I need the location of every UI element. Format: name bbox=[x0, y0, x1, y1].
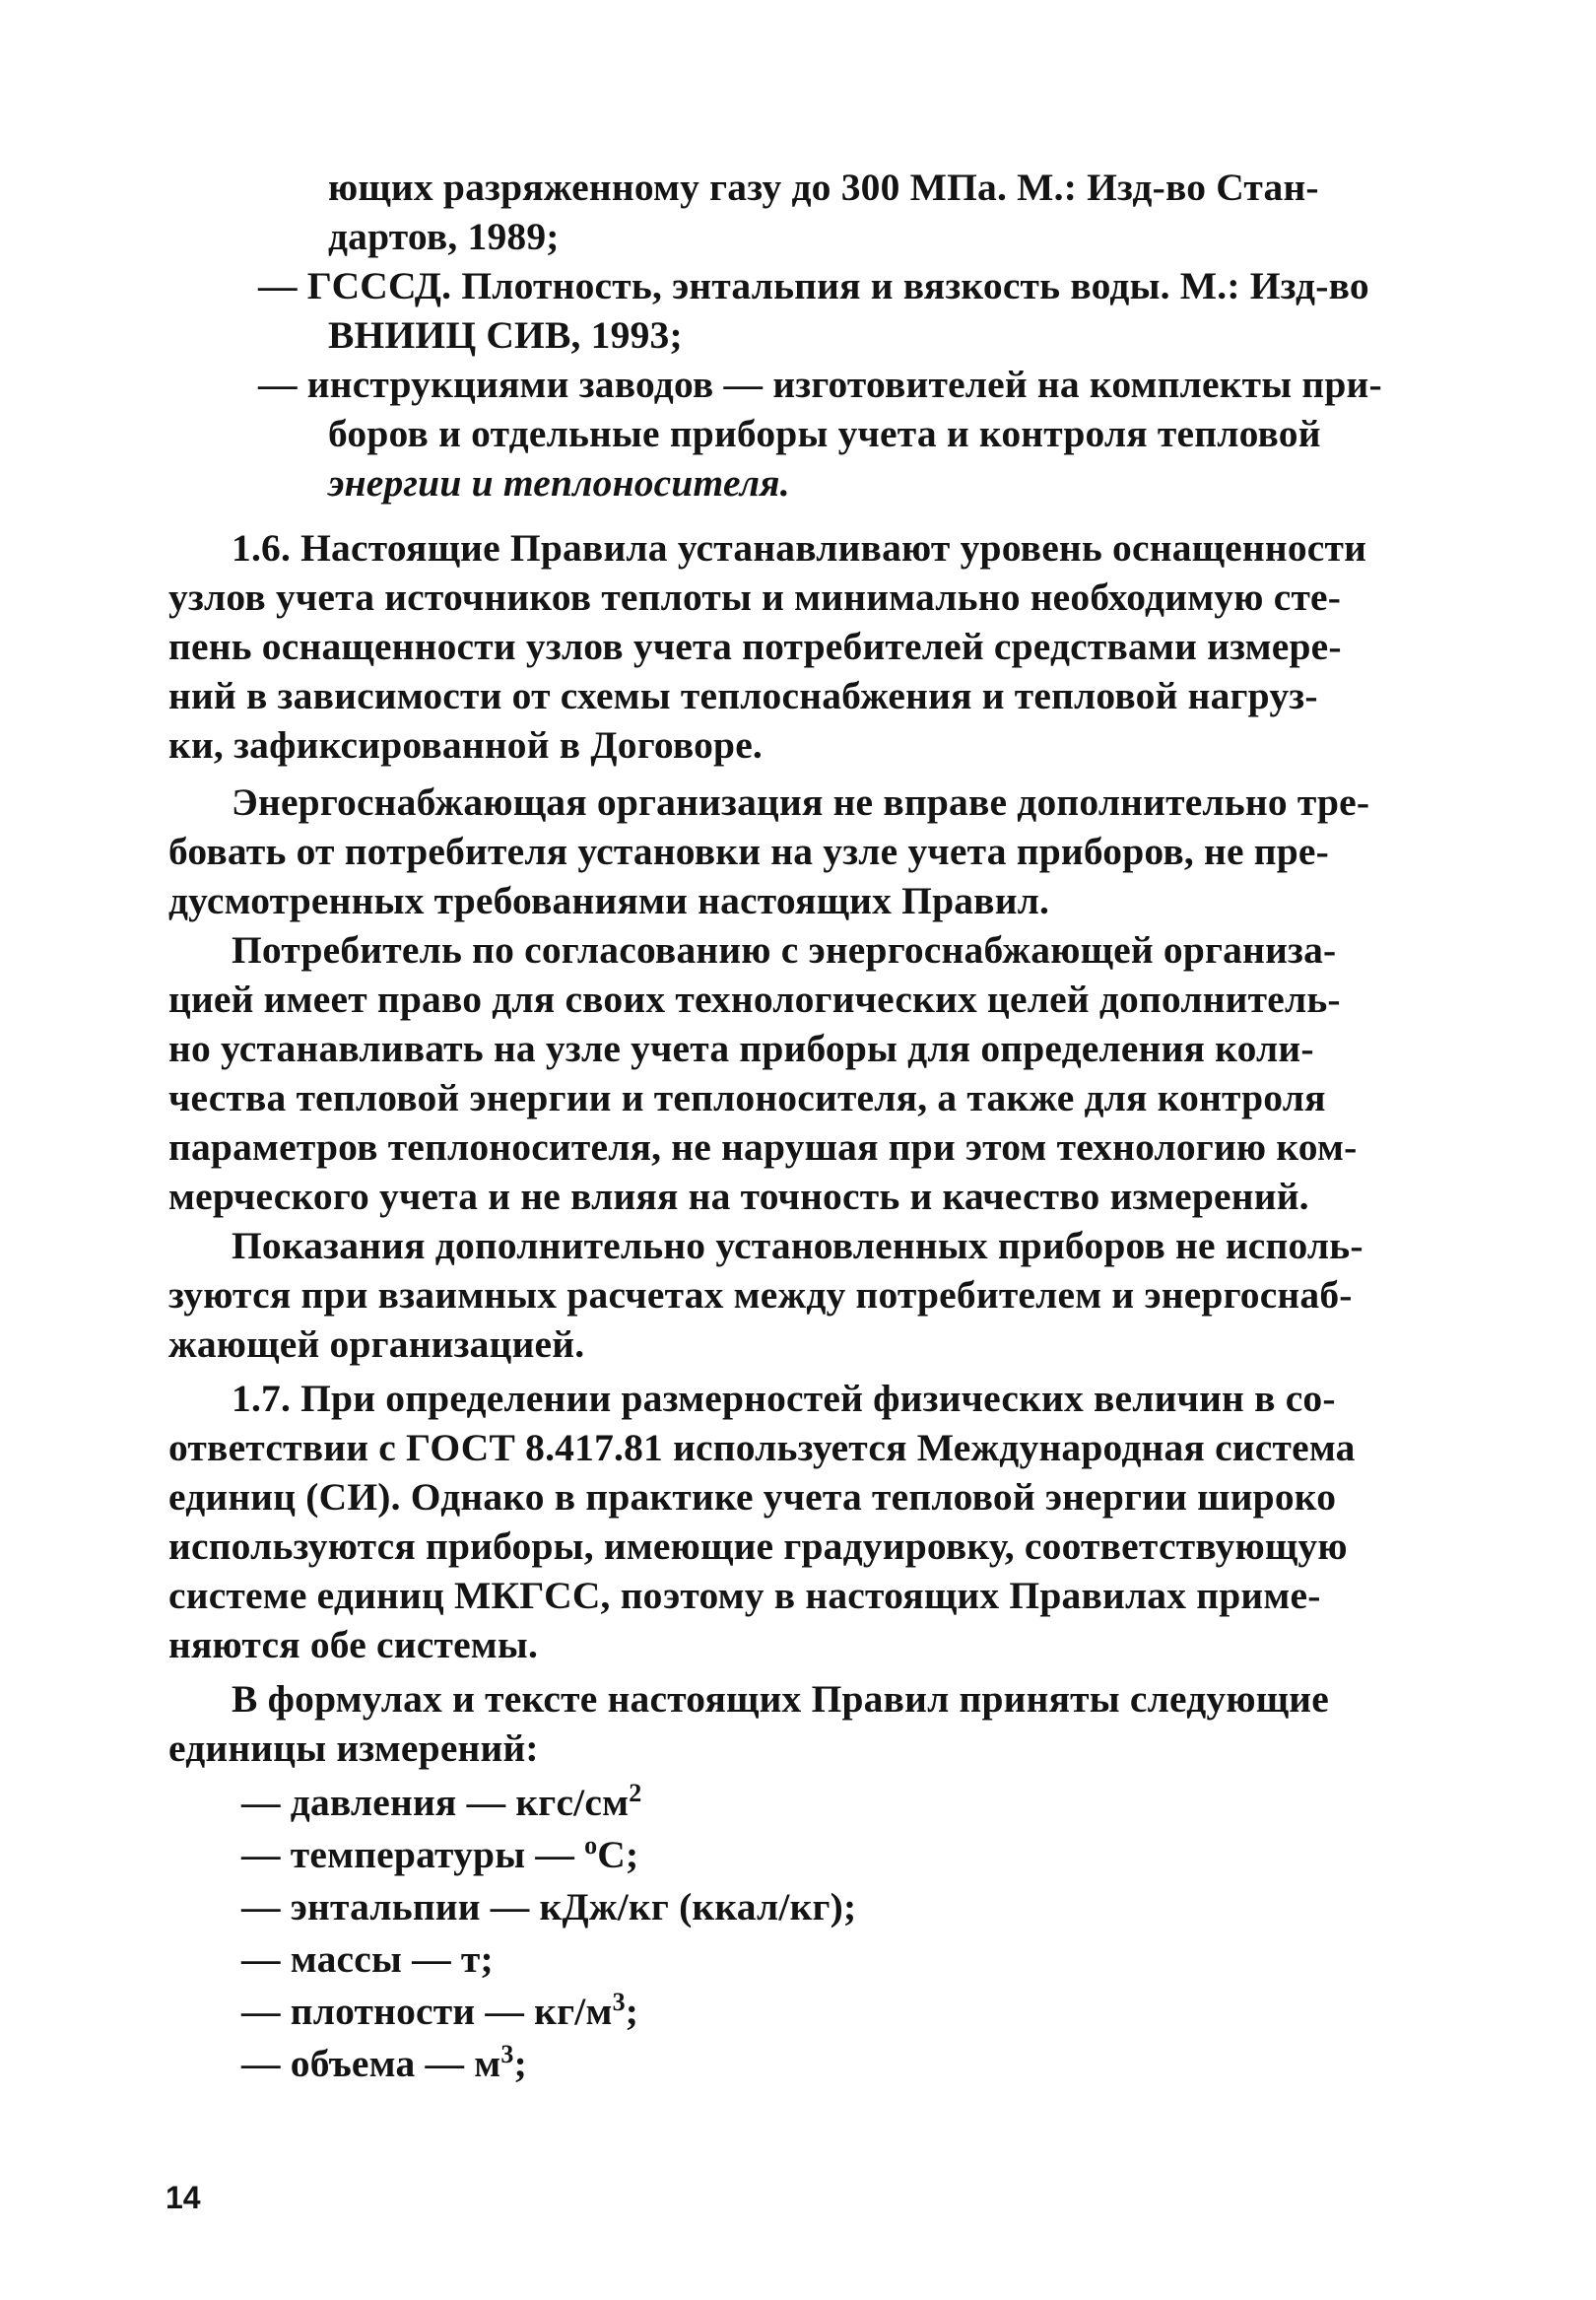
unit-superscript: 3 bbox=[612, 1987, 626, 2016]
text-line: используются приборы, имеющие градуировку, соответствующую bbox=[168, 1524, 1348, 1568]
unit-text: — энтальпии — кДж/кг (ккал/кг); bbox=[241, 1885, 857, 1928]
text-line: дусмотренных требованиями настоящих Правил. bbox=[168, 879, 1050, 922]
text-line: зуются при взаимных расчетах между потребителем и энергоснаб- bbox=[168, 1273, 1353, 1317]
page-number: 14 bbox=[166, 2180, 201, 2215]
unit-text: — давления — кгс/см bbox=[241, 1781, 630, 1824]
text-line: энергии и теплоносителя. bbox=[328, 461, 790, 505]
text-line: ющих разряженному газу до 300 МПа. М.: Изд-во Стан- bbox=[328, 166, 1319, 209]
text-line: чества тепловой энергии и теплоносителя, а также для контроля bbox=[168, 1076, 1326, 1119]
text-line: бовать от потребителя установки на узле учета приборов, не пре- bbox=[168, 830, 1330, 873]
section-1-7-line: 1.7. При определении размерностей физических величин в со- bbox=[232, 1377, 1336, 1420]
text-line: дартов, 1989; bbox=[328, 215, 560, 258]
section-1-6-line: 1.6. Настоящие Правила устанавливают уровень оснащенности bbox=[232, 526, 1367, 570]
text-line: цией имеет право для своих технологических целей дополнитель- bbox=[168, 978, 1341, 1021]
unit-item bbox=[241, 1779, 641, 1826]
unit-text: — массы — т; bbox=[241, 1937, 494, 1981]
text-line: пень оснащенности узлов учета потребителей средствами измере- bbox=[168, 625, 1342, 668]
unit-tail: С; bbox=[597, 1833, 639, 1876]
text-line: жающей организацией. bbox=[168, 1322, 585, 1366]
unit-item bbox=[241, 1883, 856, 1930]
text-line: ки, зафиксированной в Договоре. bbox=[168, 723, 764, 767]
text-line: ВНИИЦ СИВ, 1993; bbox=[328, 313, 683, 357]
unit-item bbox=[241, 1988, 638, 2035]
unit-item bbox=[241, 1831, 638, 1878]
text-line: В формулах и тексте настоящих Правил приняты следующие bbox=[232, 1677, 1329, 1721]
text-line: няются обе системы. bbox=[168, 1623, 539, 1666]
unit-superscript: 2 bbox=[629, 1778, 642, 1807]
text-line: ний в зависимости от схемы теплоснабжения и тепловой нагруз- bbox=[168, 674, 1318, 717]
text-line: параметров теплоносителя, не нарушая при этом технологию ком- bbox=[168, 1125, 1358, 1169]
unit-superscript: о bbox=[584, 1830, 598, 1860]
text-line: но устанавливать на узле учета приборы для определения коли- bbox=[168, 1027, 1314, 1070]
unit-text: — плотности — кг/м bbox=[241, 1990, 613, 2033]
text-line: Энергоснабжающая организация не вправе дополнительно тре- bbox=[232, 780, 1370, 824]
text-line: — ГСССД. Плотность, энтальпия и вязкость воды. М.: Изд-во bbox=[258, 264, 1369, 307]
text-line: — инструкциями заводов — изготовителей на комплекты при- bbox=[258, 363, 1382, 406]
unit-text: — температуры — bbox=[241, 1833, 585, 1876]
text-line: системе единиц МКГСС, поэтому в настоящих Правилах приме- bbox=[168, 1574, 1321, 1617]
unit-item bbox=[241, 1935, 494, 1983]
unit-superscript: 3 bbox=[500, 2039, 514, 2068]
text-line: Показания дополнительно установленных приборов не исполь- bbox=[232, 1224, 1363, 1267]
text-line: единицы измерений: bbox=[168, 1726, 539, 1770]
text-line: мерческого учета и не влияя на точность и качество измерений. bbox=[168, 1175, 1309, 1218]
text-line: ответствии с ГОСТ 8.417.81 используется Международная система bbox=[168, 1426, 1356, 1469]
unit-item bbox=[241, 2040, 527, 2087]
text-line: узлов учета источников теплоты и минимально необходимую сте- bbox=[168, 575, 1342, 619]
text-line: боров и отдельные приборы учета и контроля тепловой bbox=[328, 412, 1321, 455]
text-line: Потребитель по согласованию с энергоснабжающей организа- bbox=[232, 928, 1337, 972]
unit-tail: ; bbox=[513, 2042, 527, 2085]
unit-tail: ; bbox=[625, 1990, 639, 2033]
text-line: единиц (СИ). Однако в практике учета тепловой энергии широко bbox=[168, 1475, 1337, 1519]
unit-text: — объема — м bbox=[241, 2042, 501, 2085]
